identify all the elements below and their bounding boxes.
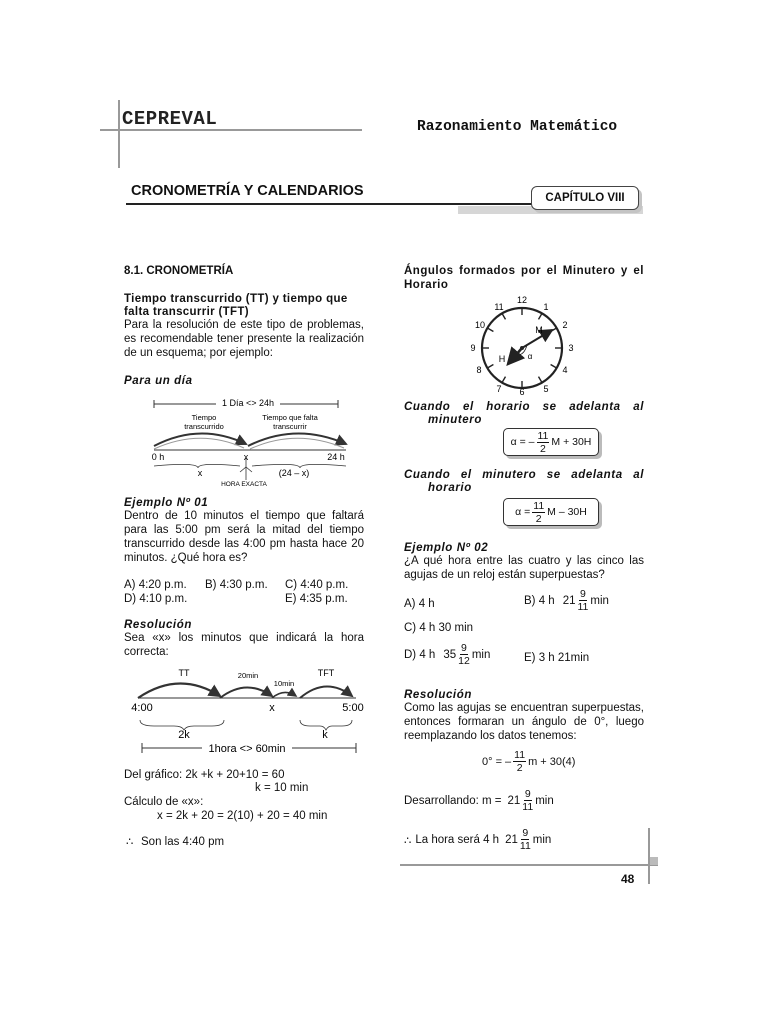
option-2d-fraction: [458, 642, 470, 667]
chapter-title: CRONOMETRÍA Y CALENDARIOS: [131, 183, 364, 199]
clock-number-4: 4: [562, 365, 568, 375]
x-label: x: [243, 452, 249, 462]
option-2b: [524, 588, 609, 613]
equation-lhs: 0° = –: [482, 755, 512, 768]
option-2d-whole: 35: [443, 648, 457, 661]
option-2b-den: 11: [577, 601, 589, 613]
tft-label-1: Tiempo que falta: [262, 413, 318, 422]
option-2d-prefix: D) 4 h: [404, 648, 436, 661]
2k-label: 2k: [178, 729, 190, 741]
option-2b-unit: min: [590, 594, 609, 607]
equation-zero: [482, 749, 575, 774]
option-1d: D) 4:10 p.m.: [124, 593, 188, 605]
footer-square: [650, 857, 658, 865]
formula-2-num: 11: [533, 499, 545, 512]
resolution-1-title: Resolución: [124, 619, 192, 631]
header-vertical-rule: [118, 100, 120, 168]
end-time: 5:00: [342, 702, 364, 714]
therefore-symbol: ∴: [126, 836, 134, 848]
case-2-title-line-2: horario: [428, 482, 472, 494]
formula-2-lhs: α =: [515, 506, 531, 518]
case-2-title-line-1: Cuando el minutero se adelanta al: [404, 469, 644, 481]
final-whole: 21: [505, 833, 518, 846]
clock-number-3: 3: [568, 343, 574, 353]
option-2c: C) 4 h 30 min: [404, 622, 474, 634]
tt-arc: [138, 683, 220, 698]
option-1a: A) 4:20 p.m.: [124, 579, 187, 591]
example-1-text: Dentro de 10 minutos el tiempo que faltará para las 5:00 pm será la mitad del tiempo transcurrido desde las 4:00 pm hasta hace 20 minutos. ¿Qué hora es?: [124, 510, 364, 564]
developing-fraction: [522, 788, 533, 813]
clock-number-10: 10: [474, 320, 486, 330]
developing-den: 11: [522, 801, 534, 813]
clock-number-12: 12: [516, 295, 528, 305]
equation-fraction: [513, 749, 526, 774]
final-unit: min: [532, 833, 552, 846]
tft-label: TFT: [317, 668, 335, 678]
option-2b-fraction: [577, 588, 588, 613]
tt-label-1: Tiempo: [191, 413, 217, 422]
resolution-2-title: Resolución: [404, 689, 472, 701]
equation-rhs: m + 30(4): [528, 755, 576, 768]
para-un-dia-heading: Para un día: [124, 375, 193, 387]
x-below-label: x: [197, 468, 203, 478]
start-label: 0 h: [151, 452, 165, 462]
developing-prefix: Desarrollando: m =: [404, 794, 502, 807]
minute-hand-label: M: [535, 325, 543, 335]
formula-1-box: [503, 428, 599, 456]
option-2d-unit: min: [471, 648, 491, 661]
calc-line-4: x = 2k + 20 = 2(10) + 20 = 40 min: [157, 810, 328, 822]
x-time: x: [269, 702, 275, 714]
hour-label: 1hora <> 60min: [208, 743, 286, 755]
calc-line-2: k = 10 min: [255, 782, 309, 794]
option-2b-whole: 21: [562, 594, 576, 607]
10min-label: 10min: [273, 679, 295, 688]
clock-number-5: 5: [543, 384, 549, 394]
intro-paragraph: Para la resolución de este tipo de problemas, es recomendable tener presente la realización de un esquema; por ejemplo:: [124, 319, 364, 359]
example-2-title: Ejemplo Nº 02: [404, 542, 489, 554]
final-fraction: [520, 827, 531, 852]
example-1-title: Ejemplo Nº 01: [124, 497, 209, 509]
developing-unit: min: [535, 794, 554, 807]
option-2e: E) 3 h 21min: [524, 652, 590, 664]
formula-1-den: 2: [540, 442, 546, 455]
tft-arc: [300, 686, 352, 698]
start-time: 4:00: [131, 702, 153, 714]
final-prefix: La hora será 4 h: [415, 833, 500, 846]
option-2b-num: 9: [580, 588, 586, 600]
clock-number-2: 2: [562, 320, 568, 330]
formula-1-num: 11: [537, 429, 549, 442]
footer-vertical-rule: [648, 828, 650, 884]
formula-1-fraction: [537, 430, 550, 455]
hour-hand-label: H: [498, 354, 506, 364]
end-label: 24 h: [327, 452, 345, 462]
k-label: k: [322, 729, 328, 741]
calc-line-1: Del gráfico: 2k +k + 20+10 = 60: [124, 769, 285, 781]
formula-2-den: 2: [535, 512, 542, 525]
tft-label-2: transcurrir: [273, 422, 307, 431]
20min-label: 20min: [237, 671, 259, 680]
chapter-badge: CAPÍTULO VIII: [531, 186, 639, 210]
option-2b-prefix: B) 4 h: [524, 594, 555, 607]
tt-label-2: transcurrido: [184, 422, 224, 431]
clock-number-6: 6: [519, 387, 525, 396]
case-1-title-line-1: Cuando el horario se adelanta al: [404, 401, 644, 413]
equation-den: 2: [516, 762, 523, 774]
day-timeline-diagram: [140, 392, 360, 490]
formula-2-rhs: M – 30H: [547, 506, 587, 518]
subtitle-line-2: falta transcurrir (TFT): [124, 306, 249, 318]
clock-number-7: 7: [496, 384, 502, 394]
alpha-label: α: [527, 352, 533, 361]
final-therefore: ∴: [404, 834, 412, 847]
clock-number-9: 9: [470, 343, 476, 353]
formula-1-rhs: M + 30H: [551, 436, 592, 448]
10min-arc: [272, 692, 296, 698]
option-2d-num: 9: [461, 642, 467, 654]
day-label: 1 Día <> 24h: [221, 398, 275, 408]
option-2a: A) 4 h: [404, 598, 435, 610]
hour-timeline-diagram: [124, 664, 372, 758]
angles-title: Ángulos formados por el Minutero y el Horario: [404, 265, 644, 291]
resolution-1-text: Sea «x» los minutos que indicará la hora correcta:: [124, 632, 364, 658]
option-1e: E) 4:35 p.m.: [285, 593, 348, 605]
clock-number-8: 8: [476, 365, 482, 375]
formula-2-fraction: [532, 500, 545, 525]
developing-num: 9: [524, 788, 531, 800]
resolution-2-text: Como las agujas se encuentran superpuestas, entonces formaran un ángulo de 0°, luego reemplazando los datos tenemos:: [404, 702, 644, 742]
option-1c: C) 4:40 p.m.: [285, 579, 349, 591]
case-1-title-line-2: minutero: [428, 414, 482, 426]
option-2d: [404, 642, 490, 667]
clock-diagram: [464, 292, 584, 396]
developing-whole: 21: [507, 794, 521, 807]
calc-line-3: Cálculo de «x»:: [124, 796, 204, 808]
clock-number-1: 1: [543, 302, 549, 312]
developing-result: [404, 788, 554, 813]
exact-hour-label: HORA EXACTA: [221, 481, 267, 488]
final-den: 11: [519, 840, 531, 852]
final-num: 9: [522, 827, 529, 839]
logo: CEPREVAL: [122, 108, 218, 130]
equation-num: 11: [514, 749, 526, 761]
final-answer: [404, 827, 551, 852]
formula-1-lhs: α = –: [510, 436, 535, 448]
example-2-text: ¿A qué hora entre las cuatro y las cinco las agujas de un reloj están superpuestas?: [404, 555, 644, 581]
answer-1: Son las 4:40 pm: [141, 836, 225, 848]
formula-2-box: [503, 498, 599, 526]
clock-number-11: 11: [494, 302, 504, 312]
page-number: 48: [621, 872, 635, 886]
footer-rule: [400, 864, 658, 866]
option-2d-den: 12: [458, 655, 470, 667]
rest-label: (24 – x): [278, 468, 310, 478]
option-1b: B) 4:30 p.m.: [205, 579, 268, 591]
tt-label: TT: [178, 668, 190, 678]
subtitle-line-1: Tiempo transcurrido (TT) y tiempo que: [124, 293, 348, 305]
chapter-underline: [126, 203, 546, 205]
20min-arc: [220, 687, 272, 698]
section-heading: 8.1. CRONOMETRÍA: [124, 265, 234, 277]
subject-title: Razonamiento Matemático: [417, 119, 618, 135]
